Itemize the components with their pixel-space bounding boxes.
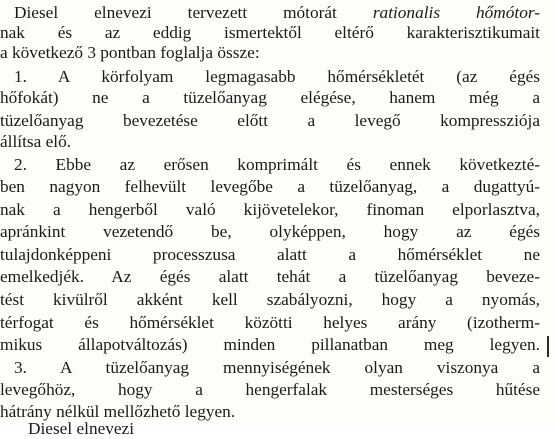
margin-mark <box>547 336 549 357</box>
text-line-13: emelkedjék. Az égés alatt tehát a tüzelőanyag beveze- <box>0 267 540 286</box>
text-line-2: nak és az eddig ismertektől eltérő karakterisztikumait <box>0 23 540 42</box>
text-line-1 <box>0 2 540 23</box>
text-line-15: térfogat és hőmérséklet közötti helyes arány (izotherm- <box>0 313 540 332</box>
text-line-9: ben nagyon felhevült levegőbe a tüzelőanyag, a dugattyú- <box>0 177 540 196</box>
text-line-12: tulajdonképpeni processzusa alatt a hőmérséklet ne <box>0 245 540 264</box>
cut-off-line <box>28 418 135 438</box>
text-line-7: állítsa elő. <box>0 132 72 151</box>
text-line-8: 2. Ebbe az erősen komprimált és ennek következté- <box>14 155 540 174</box>
text-line-1-italic: rationalis hőmótor- <box>372 3 540 22</box>
text-line-6: tüzelőanyag bevezetése előtt a levegő kompressziója <box>0 111 540 130</box>
text-line-18: levegőhöz, hogy a hengerfalak mesterséges hűtése <box>0 380 540 399</box>
text-line-1-pre: Diesel elnevezi tervezett mótorát <box>14 3 373 22</box>
text-line-3: a következő 3 pontban foglalja össze: <box>0 43 260 62</box>
text-line-11: apránkint vezetendő be, olyképpen, hogy az égés <box>0 222 540 241</box>
text-line-5: hőfokát) ne a tüzelőanyag elégése, hanem még a <box>0 88 540 107</box>
cut-off-line-text: Diesel elnevezi <box>28 419 135 438</box>
text-line-16: mikus állapotváltozás) minden pillanatban meg legyen. <box>0 335 540 354</box>
text-line-17: 3. A tüzelőanyag mennyiségének olyan viszonya a <box>14 358 540 377</box>
text-line-19: hátrány nélkül mellőzhető legyen. <box>0 402 236 421</box>
text-line-4: 1. A körfolyam legmagasabb hőmérsékletét (az égés <box>14 67 540 86</box>
text-line-14: tést kivülről akként kell szabályozni, hogy a nyomás, <box>0 290 540 309</box>
text-line-10: nak a hengerből való kijövetelekor, finoman elporlasztva, <box>0 200 540 219</box>
